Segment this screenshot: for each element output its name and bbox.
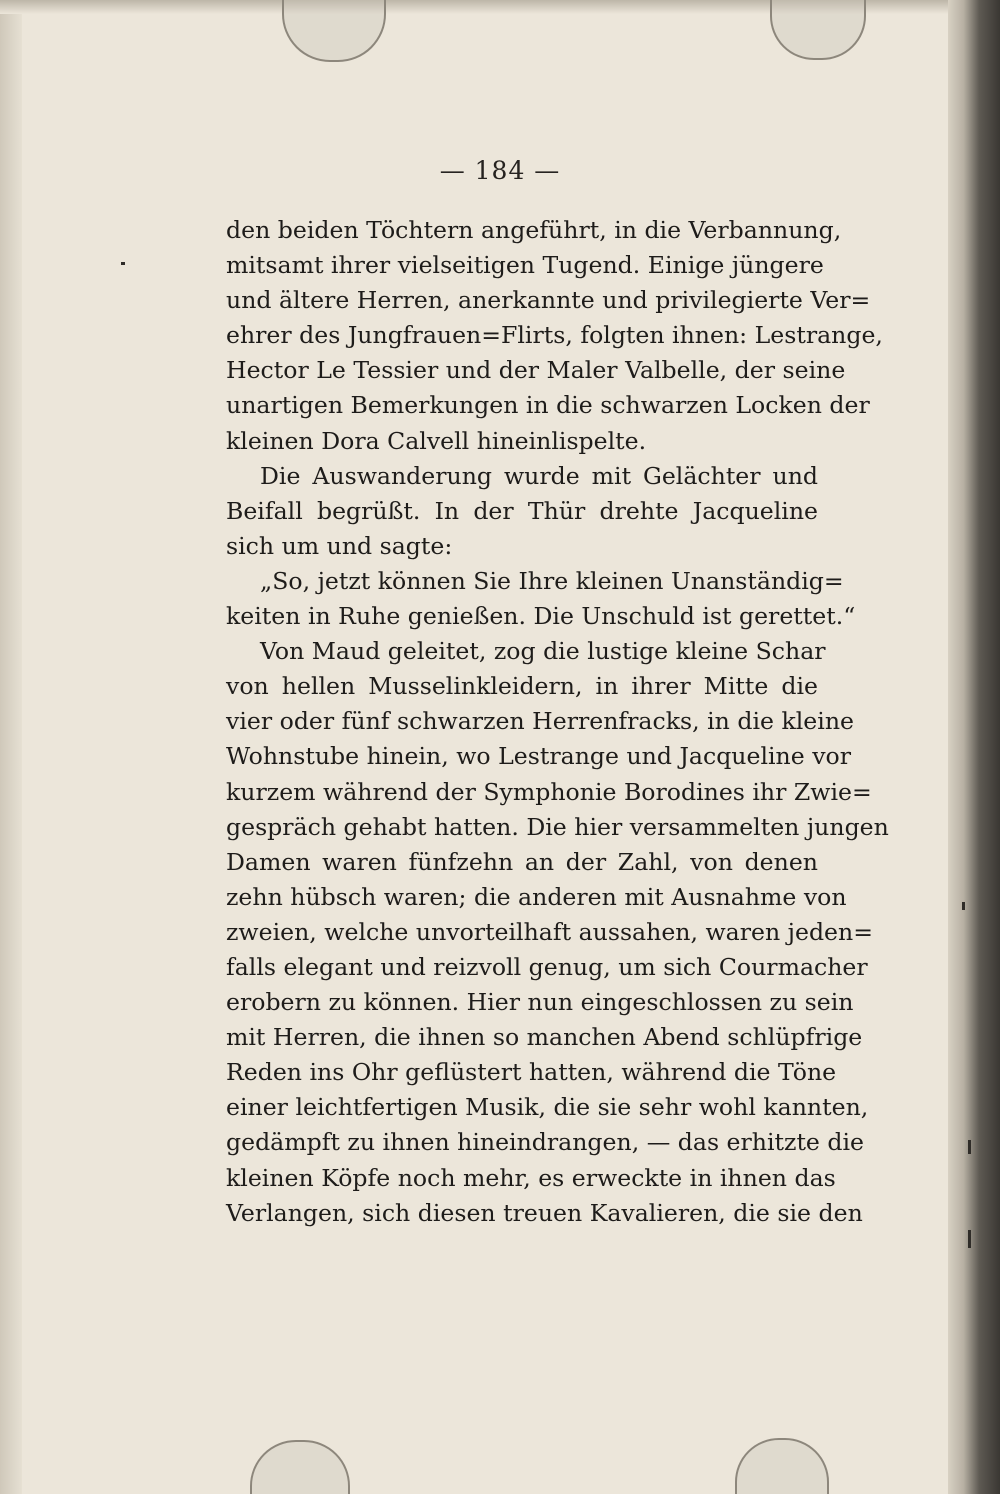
text-line: Reden ins Ohr geflüstert hatten, während die Töne (226, 1058, 837, 1087)
book-binding-edge (948, 0, 1000, 1494)
margin-speck (968, 1140, 971, 1154)
text-line: Hector Le Tessier und der Maler Valbelle, der seine (226, 356, 846, 385)
text-line: Von Maud geleitet, zog die lustige kleine Schar (260, 637, 826, 666)
margin-speck (121, 262, 125, 265)
text-line: zweien, welche unvorteilhaft aussahen, waren jeden= (226, 917, 873, 946)
text-line: „So, jetzt können Sie Ihre kleinen Unanständig= (260, 566, 844, 595)
text-line: mit Herren, die ihnen so manchen Abend schlüpfrige (226, 1023, 863, 1052)
body-text (226, 213, 889, 1231)
page-number: — 184 — (439, 156, 561, 185)
text-line: falls elegant und reizvoll genug, um sich Courmacher (226, 952, 868, 981)
text-line: kleinen Köpfe noch mehr, es erweckte in ihnen das (226, 1163, 836, 1192)
page-clip-top-left (282, 0, 386, 62)
text-line: Wohnstube hinein, wo Lestrange und Jacqueline vor (226, 742, 852, 771)
text-line: kleinen Dora Calvell hineinlispelte. (226, 426, 647, 455)
text-line: Beifall begrüßt. In der Thür drehte Jacqueline (226, 496, 818, 525)
text-line: ehrer des Jungfrauen=Flirts, folgten ihnen: Lestrange, (226, 321, 883, 350)
text-line: zehn hübsch waren; die anderen mit Ausnahme von (226, 882, 847, 911)
text-line: Die Auswanderung wurde mit Gelächter und (260, 461, 818, 490)
text-line: mitsamt ihrer vielseitigen Tugend. Einige jüngere (226, 251, 824, 280)
text-line: kurzem während der Symphonie Borodines ihr Zwie= (226, 777, 872, 806)
text-line: keiten in Ruhe genießen. Die Unschuld ist gerettet.“ (226, 602, 856, 631)
text-line: gedämpft zu ihnen hineindrangen, — das erhitzte die (226, 1128, 865, 1157)
text-line: den beiden Töchtern angeführt, in die Verbannung, (226, 216, 842, 244)
text-line: gespräch gehabt hatten. Die hier versammelten jungen (226, 812, 889, 841)
text-line: und ältere Herren, anerkannte und privilegierte Ver= (226, 286, 871, 315)
text-line: vier oder fünf schwarzen Herrenfracks, in die kleine (226, 707, 854, 736)
page-clip-bottom-right (735, 1438, 829, 1494)
margin-speck (968, 1230, 971, 1248)
text-line: unartigen Bemerkungen in die schwarzen Locken der (226, 391, 870, 420)
page-clip-bottom-left (250, 1440, 350, 1494)
text-line: Damen waren fünfzehn an der Zahl, von denen (226, 847, 818, 876)
text-line: einer leichtfertigen Musik, die sie sehr wohl kannten, (226, 1093, 869, 1122)
page-clip-top-right (770, 0, 866, 60)
margin-speck (962, 902, 965, 910)
text-line: sich um und sagte: (226, 531, 453, 560)
page-left-edge (0, 0, 22, 1494)
text-line: Verlangen, sich diesen treuen Kavalieren, die sie den (226, 1198, 863, 1227)
text-line: von hellen Musselinkleidern, in ihrer Mitte die (226, 672, 818, 701)
text-line: erobern zu können. Hier nun eingeschlossen zu sein (226, 988, 854, 1017)
